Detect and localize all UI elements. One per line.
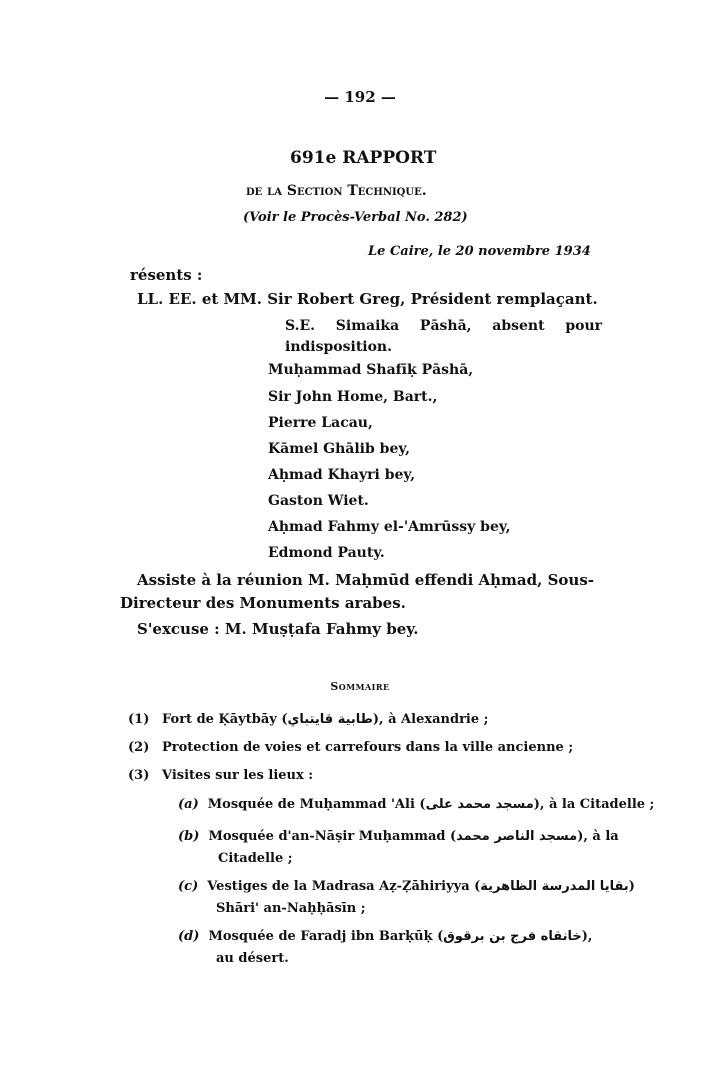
page-number: — 192 —	[324, 88, 396, 106]
item-number: (1)	[128, 712, 150, 727]
subitem-text: Mosquée d'an-Nāṣir Muḥammad (	[208, 829, 457, 844]
subitem-continuation: au désert.	[216, 951, 289, 966]
subitem-continuation: Citadelle ;	[218, 851, 293, 866]
attendance-line-continued: Directeur des Monuments arabes.	[120, 594, 406, 612]
member-entry: Kāmel Ghālib bey,	[268, 441, 411, 457]
section-title: de la Section Technique.	[246, 183, 427, 199]
proces-verbal-reference: (Voir le Procès-Verbal No. 282)	[243, 210, 468, 225]
summary-subitem	[178, 797, 654, 812]
subitem-continuation: Shāri' an-Naḥḥāsīn ;	[216, 901, 366, 916]
summary-subitem	[178, 829, 619, 844]
subitem-text: Mosquée de Muḥammad 'Ali (	[207, 797, 426, 812]
subitem-letter: (b)	[178, 829, 200, 844]
subitem-text: ),	[581, 929, 593, 944]
subitem-text: ), à la	[577, 829, 619, 844]
arabic-name: طابية قايتباي	[287, 712, 373, 727]
member-simaika: S.E. Simaika Pāshā, absent pour indisposition.	[285, 318, 602, 355]
subitem-text: )	[628, 879, 635, 894]
member-entry: Sir John Home, Bart.,	[268, 389, 438, 405]
subitem-letter: (d)	[178, 929, 200, 944]
summary-heading: Sommaire	[330, 680, 390, 693]
item-text: Protection de voies et carrefours dans la ville ancienne ;	[162, 740, 574, 755]
member-entry: Aḥmad Fahmy el-'Amrūssy bey,	[268, 519, 511, 535]
arabic-name: خانقاه فرج بن برقوق	[443, 929, 582, 944]
subitem-letter: (c)	[178, 879, 199, 894]
member-entry: Pierre Lacau,	[268, 415, 373, 431]
arabic-name: مسجد محمد على	[425, 797, 534, 812]
member-entry: Gaston Wiet.	[268, 493, 369, 509]
item-number: (2)	[128, 740, 150, 755]
subitem-letter: (a)	[178, 797, 199, 812]
summary-item	[128, 740, 573, 755]
member-entry: Edmond Pauty.	[268, 545, 385, 561]
summary-subitem	[178, 879, 635, 894]
subitem-text: Vestiges de la Madrasa Aẓ-Ẓāhiriyya (	[207, 879, 481, 894]
member-entry: Muḥammad Shafīḳ Pāshā,	[268, 362, 474, 378]
member-entry: Aḥmad Khayri bey,	[268, 467, 416, 483]
summary-subitem	[178, 929, 592, 944]
subitem-text: Mosquée de Faradj ibn Barḳūḳ (	[208, 929, 444, 944]
arabic-name: بقايا المدرسة الظاهرية	[480, 879, 629, 894]
item-number: (3)	[128, 768, 150, 783]
item-text: Fort de Ḳāytbāy (	[162, 712, 288, 727]
item-text: ), à Alexandrie ;	[372, 712, 489, 727]
summary-item	[128, 768, 313, 783]
report-title: 691e RAPPORT	[290, 148, 437, 168]
item-text: Visites sur les lieux :	[162, 768, 314, 783]
arabic-name: مسجد الناصر محمد	[456, 829, 578, 844]
date-line: Le Caire, le 20 novembre 1934	[368, 244, 591, 259]
chair-line: LL. EE. et MM. Sir Robert Greg, Président remplaçant.	[137, 290, 598, 308]
attendance-line: Assiste à la réunion M. Maḥmūd effendi Aḥmad, Sous-	[137, 571, 594, 589]
presents-label: résents :	[130, 266, 203, 284]
summary-item	[128, 712, 488, 727]
excused-line: S'excuse : M. Muṣṭafa Fahmy bey.	[137, 620, 419, 638]
subitem-text: ), à la Citadelle ;	[533, 797, 655, 812]
